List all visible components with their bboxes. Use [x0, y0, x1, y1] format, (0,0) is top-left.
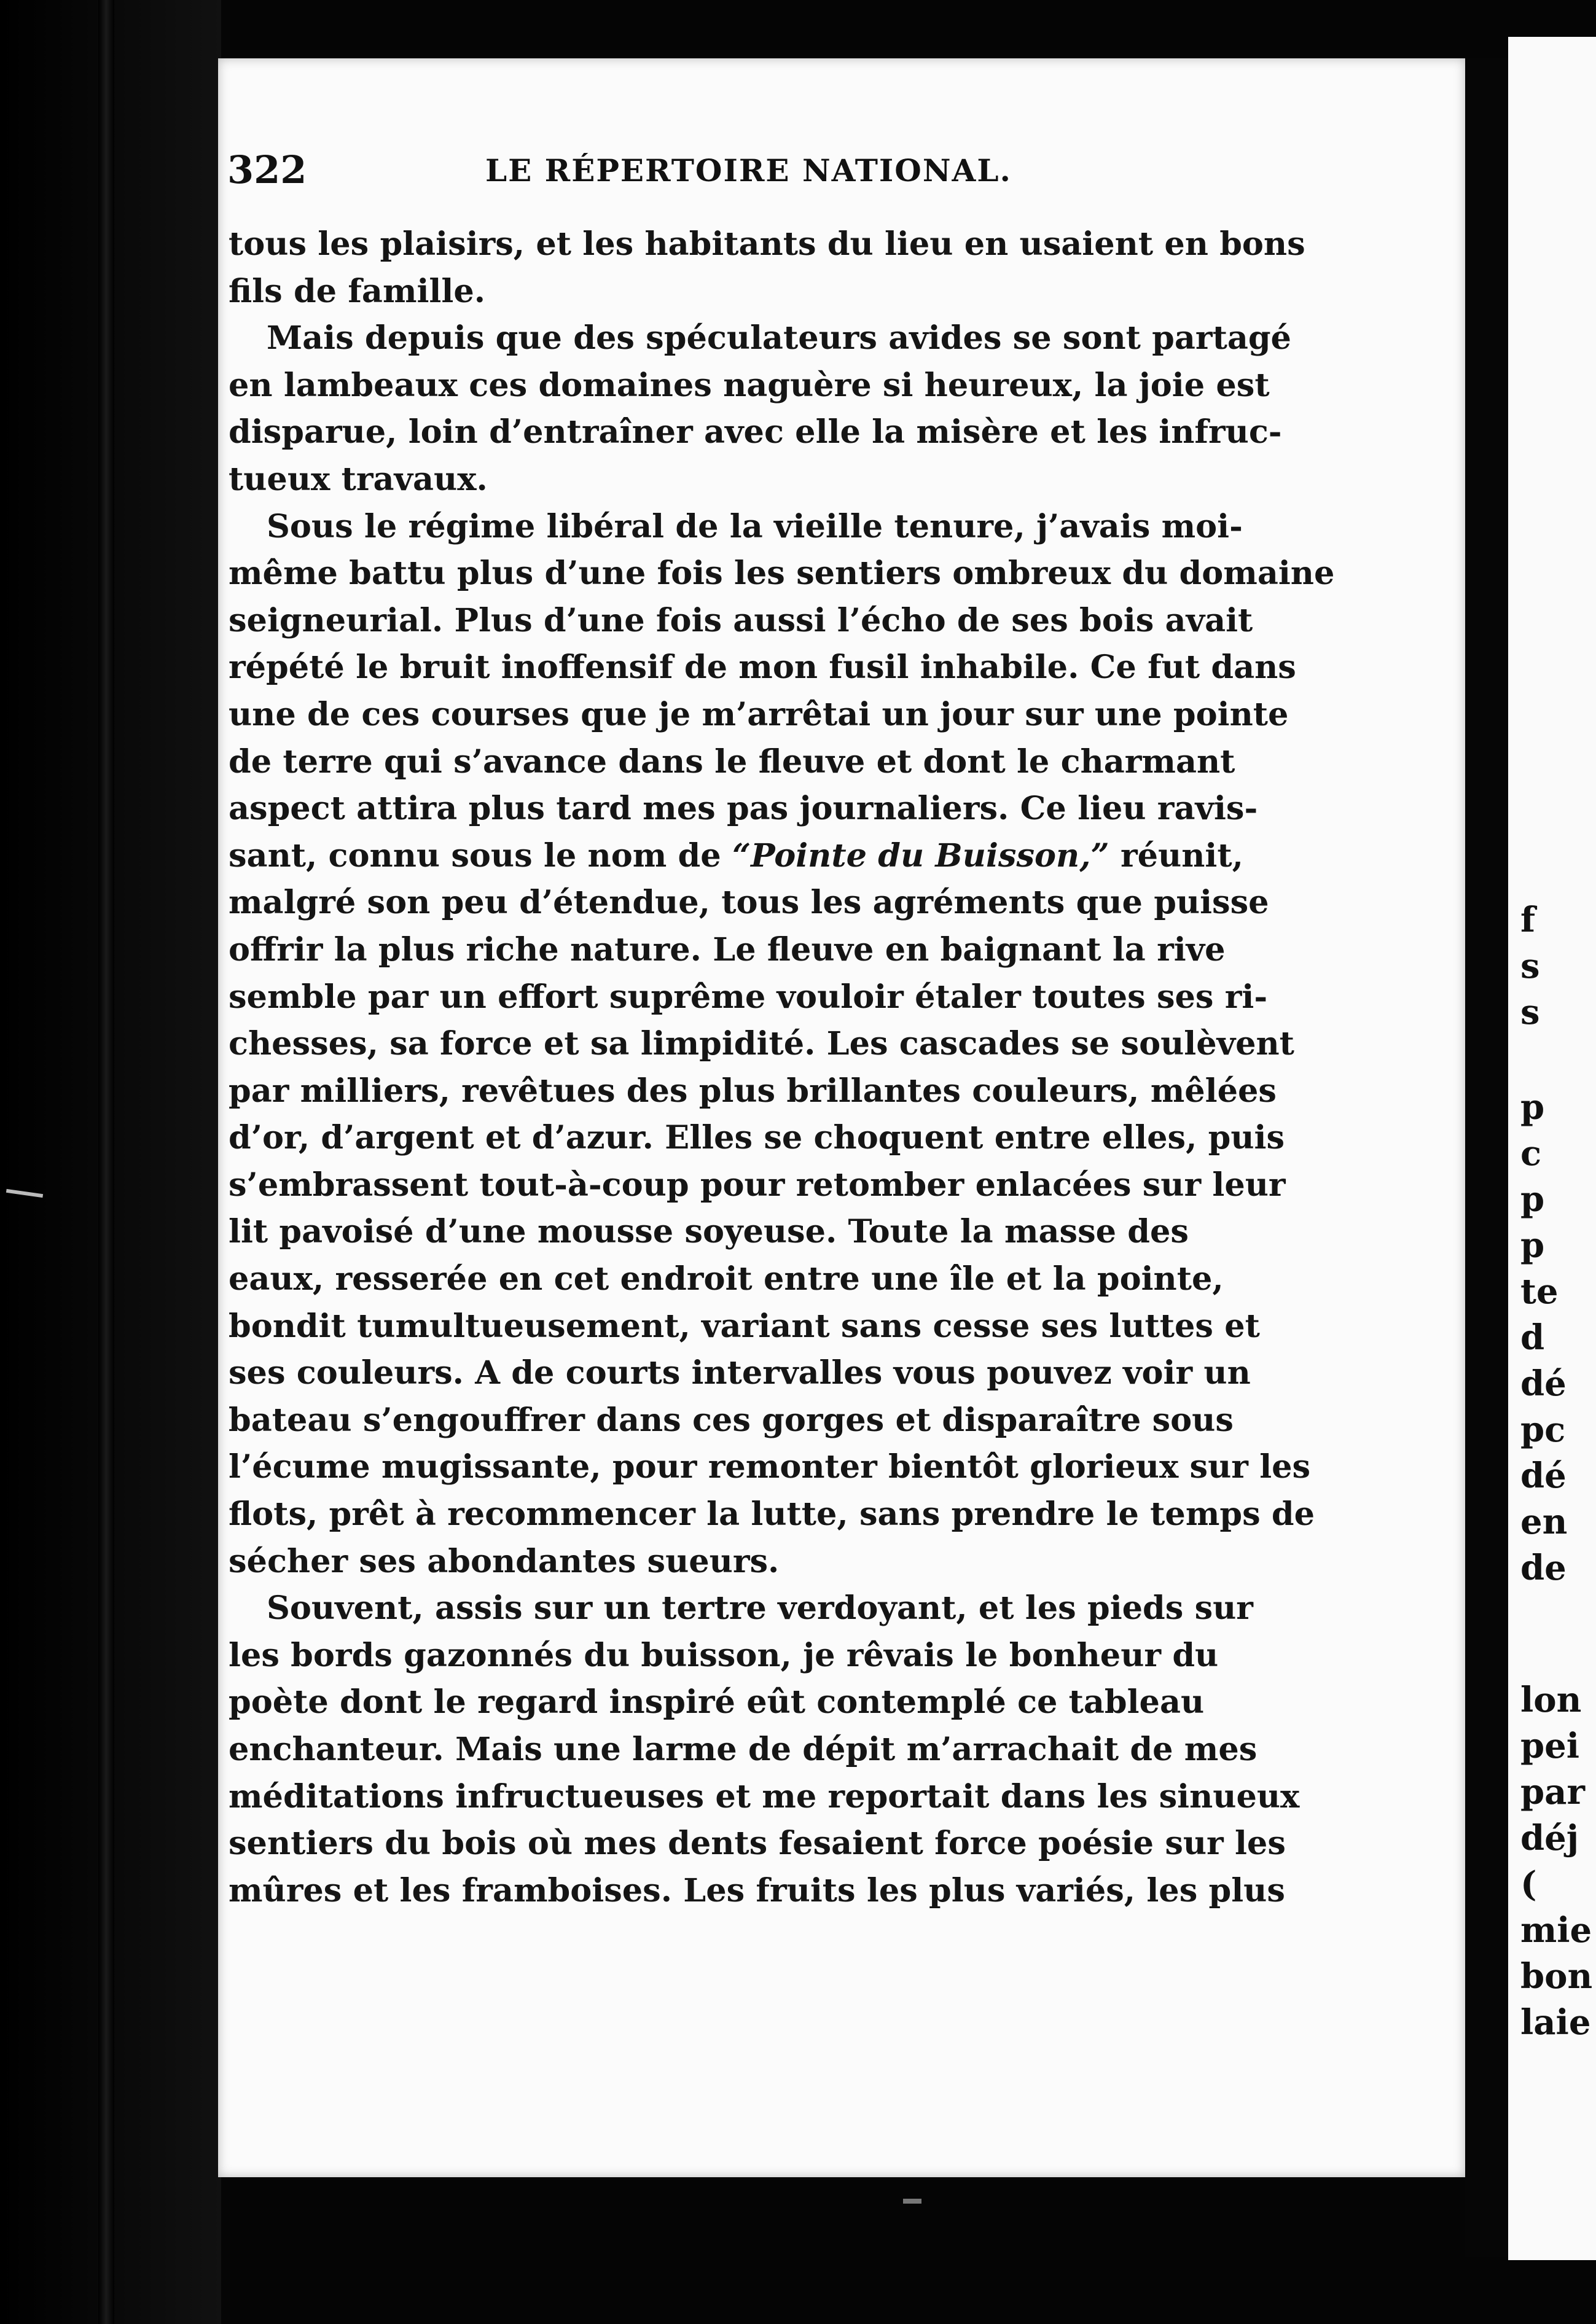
text-line: de terre qui s’avance dans le fleuve et dont le charmant — [229, 743, 1235, 781]
text-line: aspect attira plus tard mes pas journaliers. Ce lieu ravis- — [229, 790, 1258, 828]
next-page-fragment: dé — [1520, 1363, 1567, 1404]
text-line: enchanteur. Mais une larme de dépit m’arrachait de mes — [229, 1731, 1258, 1768]
text-line: en lambeaux ces domaines naguère si heureux, la joie est — [229, 366, 1270, 404]
text-line: malgré son peu d’étendue, tous les agréments que puisse — [229, 884, 1269, 922]
next-page-fragment: pc — [1520, 1410, 1566, 1450]
text-segment: réunit, — [1120, 836, 1243, 875]
text-line: tous les plaisirs, et les habitants du lieu en usaient en bons — [229, 225, 1305, 263]
next-page-fragment: dé — [1520, 1456, 1567, 1496]
next-page-fragment: pei — [1520, 1726, 1580, 1766]
text-line: fils de famille. — [229, 272, 486, 310]
paragraph-start-line: Souvent, assis sur un tertre verdoyant, et les pieds sur — [267, 1589, 1253, 1628]
text-line: s’embrassent tout-à-coup pour retomber enlacées sur leur — [229, 1166, 1286, 1204]
next-page-fragment: d — [1520, 1317, 1545, 1358]
next-page-fragment: lon — [1520, 1680, 1582, 1720]
text-segment: sant, connu sous le nom de — [229, 836, 721, 875]
next-page-fragment: par — [1520, 1772, 1585, 1812]
next-page-fragment: s — [1520, 992, 1540, 1032]
next-page-edge — [1508, 37, 1596, 2260]
text-line: lit pavoisé d’une mousse soyeuse. Toute la masse des — [229, 1213, 1189, 1251]
next-page-fragment: f — [1520, 900, 1536, 940]
text-line: sécher ses abondantes sueurs. — [229, 1542, 780, 1580]
text-line: sentiers du bois où mes dents fesaient force poésie sur les — [229, 1825, 1286, 1863]
next-page-fragment: s — [1520, 946, 1540, 986]
next-page-fragment: te — [1520, 1271, 1559, 1312]
next-page-fragment: bon — [1520, 1956, 1593, 1997]
text-line: ses couleurs. A de courts intervalles vous pouvez voir un — [229, 1354, 1251, 1392]
next-page-fragment: de — [1520, 1548, 1567, 1588]
text-line-with-place-name — [229, 833, 1243, 880]
scan-speck — [903, 2199, 921, 2204]
text-line: chesses, sa force et sa limpidité. Les cascades se soulèvent — [229, 1025, 1294, 1063]
text-line: eaux, resserée en cet endroit entre une île et la pointe, — [229, 1260, 1224, 1298]
place-name: “Pointe du Buisson,” — [732, 836, 1109, 875]
text-line: par milliers, revêtues des plus brillantes couleurs, mêlées — [229, 1072, 1277, 1110]
text-line: méditations infructueuses et me reportait dans les sinueux — [229, 1777, 1300, 1815]
text-line: flots, prêt à recommencer la lutte, sans prendre le temps de — [229, 1495, 1315, 1534]
text-line: seigneurial. Plus d’une fois aussi l’écho de ses bois avait — [229, 601, 1253, 639]
page-header — [227, 147, 1161, 203]
left-page-stack-edge — [98, 0, 114, 2324]
next-page-fragment: en — [1520, 1502, 1568, 1542]
next-page-fragment: mie — [1520, 1910, 1592, 1951]
next-page-fragment: p — [1520, 1225, 1545, 1266]
text-line: bateau s’engouffrer dans ces gorges et disparaître sous — [229, 1401, 1234, 1439]
next-page-fragment: ( — [1520, 1864, 1537, 1905]
paragraph-start-line: Sous le régime libéral de la vieille tenure, j’avais moi- — [267, 507, 1243, 545]
text-line: bondit tumultueusement, variant sans cesse ses luttes et — [229, 1307, 1260, 1345]
next-page-fragment: p — [1520, 1179, 1545, 1220]
text-line: l’écume mugissante, pour remonter bientôt glorieux sur les — [229, 1448, 1311, 1486]
next-page-fragment: p — [1520, 1087, 1545, 1128]
text-line: d’or, d’argent et d’azur. Elles se choquent entre elles, puis — [229, 1119, 1285, 1157]
paragraph-start-line: Mais depuis que des spéculateurs avides se sont partagé — [267, 319, 1291, 357]
text-line: tueux travaux. — [229, 460, 488, 498]
text-line: disparue, loin d’entraîner avec elle la misère et les infruc- — [229, 413, 1282, 451]
text-line: même battu plus d’une fois les sentiers ombreux du domaine — [229, 555, 1335, 593]
running-title: LE RÉPERTOIRE NATIONAL. — [485, 152, 1012, 189]
text-line: une de ces courses que je m’arrêtai un jour sur une pointe — [229, 695, 1289, 733]
text-line: offrir la plus riche nature. Le fleuve en baignant la rive — [229, 930, 1226, 969]
next-page-fragment: c — [1520, 1133, 1542, 1174]
text-line: semble par un effort suprême vouloir étaler toutes ses ri- — [229, 978, 1268, 1016]
page-gutter — [1465, 58, 1508, 2257]
text-line: répété le bruit inoffensif de mon fusil inhabile. Ce fut dans — [229, 649, 1296, 687]
page-number: 322 — [227, 147, 307, 192]
text-line: mûres et les framboises. Les fruits les plus variés, les plus — [229, 1871, 1285, 1909]
next-page-fragment: déj — [1520, 1818, 1579, 1858]
text-line: poète dont le regard inspiré eût contemplé ce tableau — [229, 1683, 1205, 1722]
body-text — [229, 221, 1335, 1914]
next-page-fragment: laie — [1520, 2002, 1591, 2043]
text-line: les bords gazonnés du buisson, je rêvais le bonheur du — [229, 1636, 1219, 1674]
